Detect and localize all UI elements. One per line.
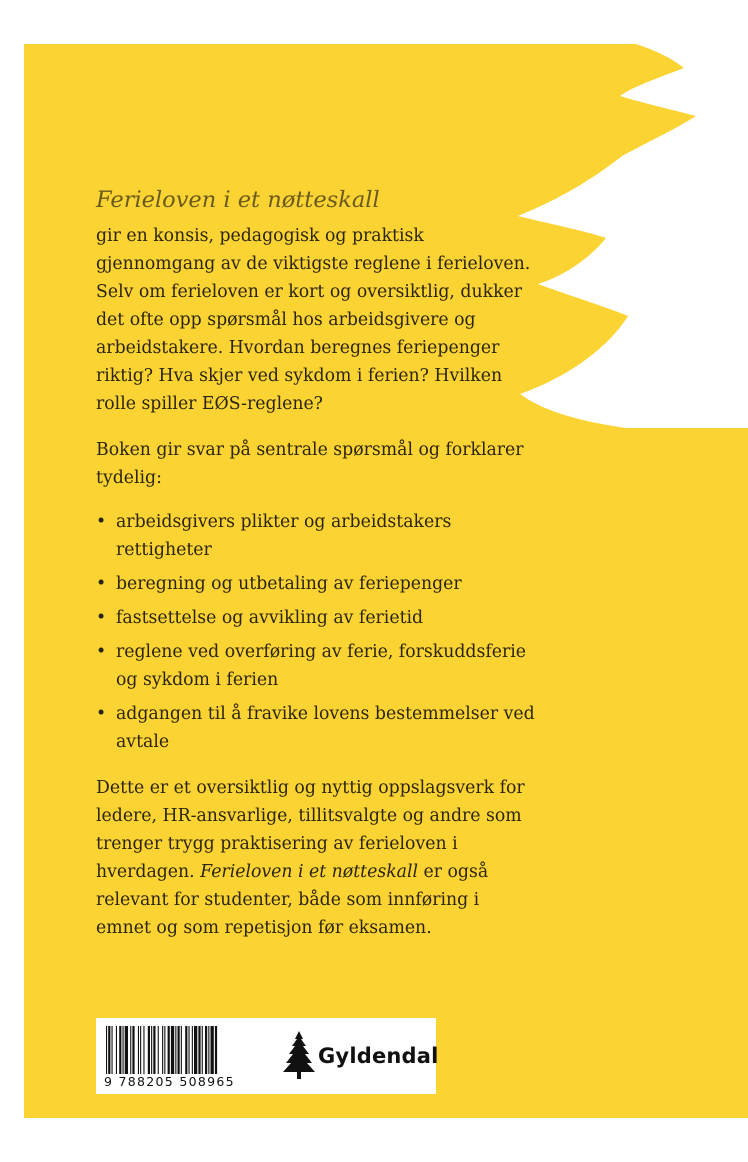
barcode-panel bbox=[96, 1018, 439, 1094]
back-cover bbox=[24, 44, 748, 1118]
spruce-tree-icon bbox=[282, 1030, 316, 1080]
closing-paragraph: Dette er et oversiktlig og nyttig oppslagsverk for ledere, HR-ansvarlige, tillitsvalgte og andre som trenger trygg praktisering av ferieloven i hverdagen. Ferieloven i et nøtteskall er også relevant for studenter, både som innføring i emnet og som repetisjon før eksamen. bbox=[96, 778, 525, 938]
bullet-icon: • bbox=[96, 512, 107, 532]
list-item: • fastsettelse og avvikling av ferietid bbox=[96, 604, 536, 632]
bullet-icon: • bbox=[96, 704, 107, 724]
blurb-text bbox=[96, 184, 536, 942]
topic-list bbox=[96, 508, 536, 756]
barcode-icon bbox=[106, 1026, 260, 1076]
publisher-name: Gyldendal bbox=[318, 1044, 439, 1068]
bullet-icon: • bbox=[96, 574, 107, 594]
book-title: Ferieloven i et nøtteskall bbox=[96, 187, 380, 213]
lead-paragraph: Boken gir svar på sentrale spørsmål og forklarer tydelig: bbox=[96, 440, 524, 488]
bullet-icon: • bbox=[96, 608, 107, 628]
list-item: • beregning og utbetaling av feriepenger bbox=[96, 570, 536, 598]
bullet-icon: • bbox=[96, 642, 107, 662]
list-item: • adgangen til å fravike lovens bestemmelser ved avtale bbox=[96, 700, 536, 756]
intro-paragraph: gir en konsis, pedagogisk og praktisk gjennomgang av de viktigste reglene i ferieloven. Selv om ferieloven er kort og oversiktlig, dukker det ofte opp spørsmål hos arbeidsgivere og arbeidstakere. Hvordan beregnes feriepenger riktig? Hva skjer ved sykdom i ferien? Hvilken rolle spiller EØS-reglene? bbox=[96, 226, 531, 414]
list-item: • reglene ved overføring av ferie, forskuddsferie og sykdom i ferien bbox=[96, 638, 536, 694]
list-item: • arbeidsgivers plikter og arbeidstakers rettigheter bbox=[96, 508, 536, 564]
isbn-number: 9 788205 508965 bbox=[104, 1074, 235, 1089]
inline-book-title: Ferieloven i et nøtteskall bbox=[200, 862, 419, 882]
